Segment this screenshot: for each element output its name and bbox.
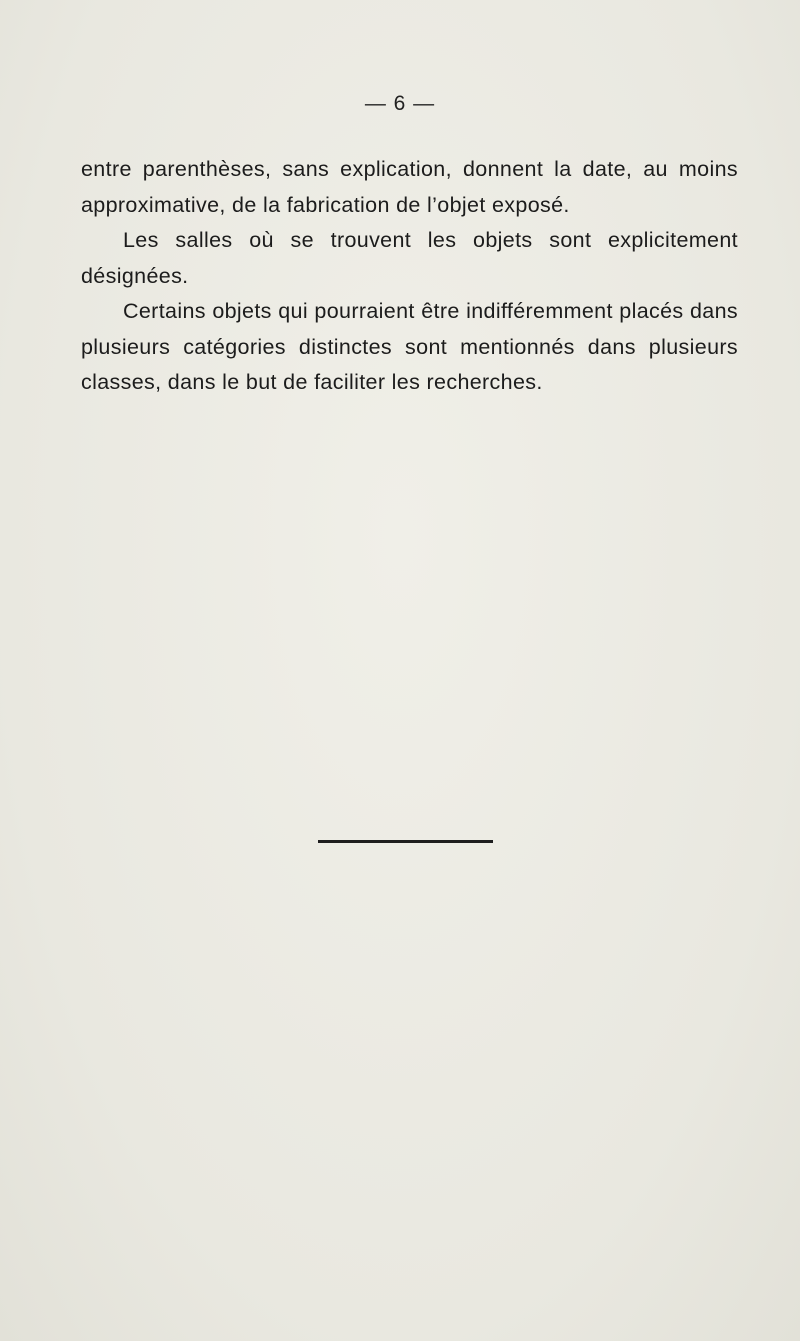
paragraph-classes: Certains objets qui pourraient être indifféremment placés dans plusieurs catégories distinctes sont mentionnés dans plusieurs classes, dans le but de faciliter les recherches. — [81, 299, 738, 394]
section-divider-rule — [318, 840, 493, 843]
paragraph-salles: Les salles où se trouvent les objets sont explicitement désignées. — [81, 228, 738, 288]
body-text — [81, 152, 738, 401]
paragraph-continuation: entre parenthèses, sans explication, donnent la date, au moins approximative, de la fabrication de l’objet exposé. — [81, 157, 738, 217]
page-number: — 6 — — [364, 92, 436, 115]
